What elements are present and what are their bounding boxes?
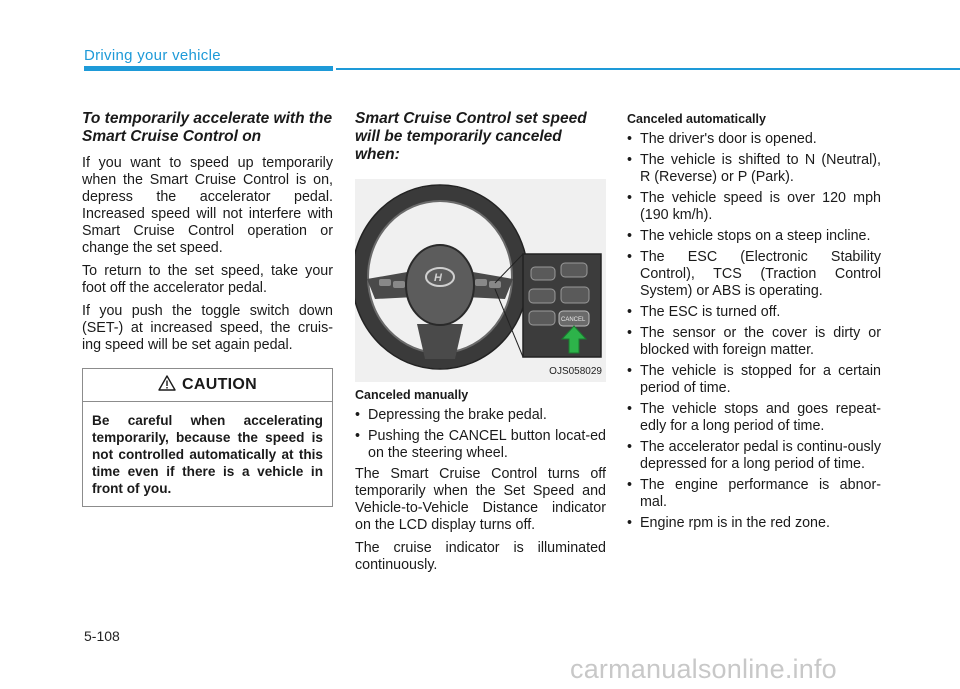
paragraph: If you push the toggle switch down (SET-) at increased speed, the cruis-ing speed will be set again pedal.	[82, 303, 333, 353]
paragraph: To return to the set speed, take your foot off the accelerator pedal.	[82, 263, 333, 296]
list-item: • The driver's door is opened.	[627, 131, 881, 148]
auto-list	[627, 131, 881, 532]
list-item: • Engine rpm is in the red zone.	[627, 515, 881, 532]
list-item: • The vehicle is shifted to N (Neutral), R (Reverse) or P (Park).	[627, 152, 881, 186]
paragraph: The cruise indicator is illuminated continuously.	[355, 540, 606, 573]
list-item: • The vehicle stops on a steep incline.	[627, 228, 881, 245]
list-item: • Depressing the brake pedal.	[355, 407, 606, 424]
list-item: • The vehicle is stopped for a certain period of time.	[627, 363, 881, 397]
paragraph: If you want to speed up temporarily when the Smart Cruise Control is on, depress the accelerator pedal. Increased speed will not interfere with Smart Cruise Control operation or change the set speed.	[82, 155, 333, 256]
list-item: • The vehicle stops and goes repeat-edly for a long period of time.	[627, 401, 881, 435]
caution-header	[83, 369, 332, 402]
cancel-heading: Smart Cruise Control set speed will be temporarily canceled when:	[355, 110, 587, 163]
paragraph: The Smart Cruise Control turns off temporarily when the Set Speed and Vehicle-to-Vehicle Distance indicator on the LCD display turns off.	[355, 466, 606, 533]
steering-wheel-illustration	[355, 179, 606, 382]
warning-triangle-icon	[158, 375, 176, 396]
section-title: Driving your vehicle	[84, 47, 221, 64]
page-number: 5-108	[84, 628, 120, 644]
column-middle	[355, 110, 606, 580]
watermark: carmanualsonline.info	[570, 654, 837, 684]
list-item: • The engine performance is abnor-mal.	[627, 477, 881, 511]
figure-code: OJS058029	[549, 366, 602, 377]
column-left	[82, 110, 333, 507]
header-rule-thick	[84, 66, 333, 71]
list-item: • The vehicle speed is over 120 mph (190 km/h).	[627, 190, 881, 224]
caution-title: CAUTION	[182, 376, 257, 393]
manual-list	[355, 407, 606, 462]
caution-box	[82, 368, 333, 507]
caution-text: Be careful when accelerating temporarily, because the speed is not controlled automatically at this time even if there is a vehicle in front of you.	[92, 413, 323, 496]
list-item: • The ESC is turned off.	[627, 304, 881, 321]
accelerate-heading: To temporarily accelerate with the Smart Cruise Control on	[82, 110, 333, 145]
list-item: • The accelerator pedal is continu-ously depressed for a long period of time.	[627, 439, 881, 473]
list-item: • The ESC (Electronic Stability Control), TCS (Traction Control System) or ABS is operating.	[627, 249, 881, 300]
list-item: • Pushing the CANCEL button locat-ed on the steering wheel.	[355, 428, 606, 462]
column-right	[627, 110, 881, 536]
svg-text:H: H	[434, 272, 442, 284]
header-rule-thin	[336, 68, 960, 70]
list-item: • The sensor or the cover is dirty or blocked with foreign matter.	[627, 325, 881, 359]
canceled-automatically-heading: Canceled automatically	[627, 112, 766, 126]
canceled-manually-heading: Canceled manually	[355, 388, 469, 402]
steering-wheel-figure	[355, 179, 606, 382]
svg-text:CANCEL: CANCEL	[561, 317, 586, 323]
